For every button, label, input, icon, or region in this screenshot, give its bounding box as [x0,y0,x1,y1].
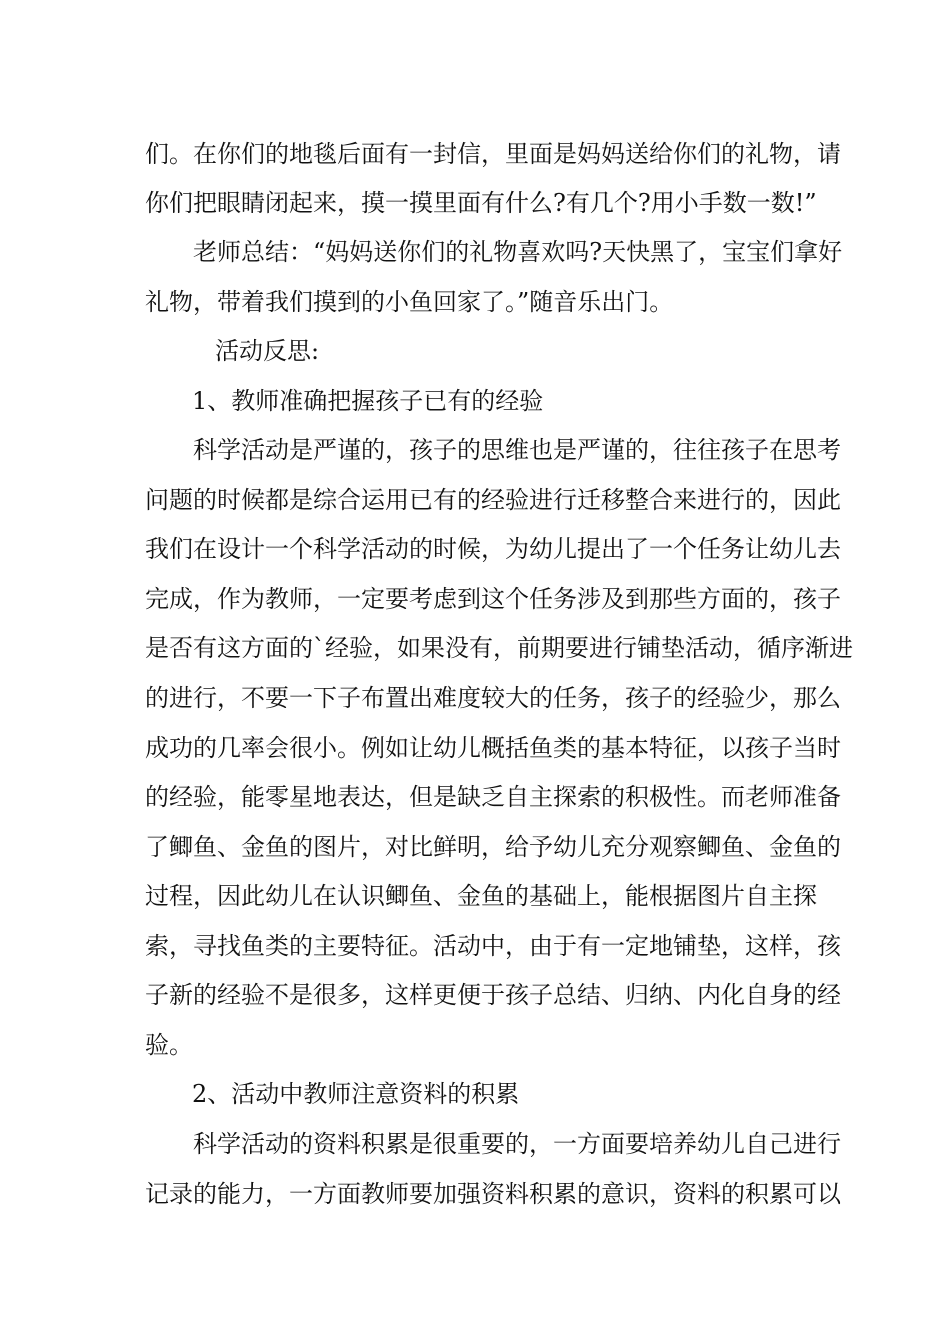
text-line-16: 过程，因此幼儿在认识鲫鱼、金鱼的基础上，能根据图片自主探 [145,882,817,910]
text-line-7: 科学活动是严谨的，孩子的思维也是严谨的，往往孩子在思考 [193,436,841,464]
text-line-1: 们。在你们的地毯后面有一封信，里面是妈妈送给你们的礼物，请 [145,140,841,168]
text-line-13: 成功的几率会很小。例如让幼儿概括鱼类的基本特征，以孩子当时 [145,734,841,762]
text-line-19: 验。 [145,1031,193,1059]
text-line-17: 索，寻找鱼类的主要特征。活动中，由于有一定地铺垫，这样，孩 [145,932,841,960]
text-line-2: 你们把眼睛闭起来，摸一摸里面有什么?有几个?用小手数一数!” [145,189,817,217]
text-line-14: 的经验，能零星地表达，但是缺乏自主探索的积极性。而老师准备 [145,783,841,811]
text-line-18: 子新的经验不是很多，这样更便于孩子总结、归纳、内化自身的经 [145,981,841,1009]
text-line-8: 问题的时候都是综合运用已有的经验进行迁移整合来进行的，因此 [145,486,841,514]
text-line-21: 科学活动的资料积累是很重要的，一方面要培养幼儿自己进行 [193,1130,841,1158]
text-line-22: 记录的能力，一方面教师要加强资料积累的意识，资料的积累可以 [145,1180,841,1208]
subheading-1: 1、教师准确把握孩子已有的经验 [192,387,544,415]
text-line-9: 我们在设计一个科学活动的时候，为幼儿提出了一个任务让幼儿去 [145,535,841,563]
text-line-10: 完成，作为教师，一定要考虑到这个任务涉及到那些方面的，孩子 [145,585,841,613]
text-line-15: 了鲫鱼、金鱼的图片，对比鲜明，给予幼儿充分观察鲫鱼、金鱼的 [145,833,841,861]
text-line-4: 礼物，带着我们摸到的小鱼回家了。”随音乐出门。 [145,288,674,316]
text-line-12: 的进行，不要一下子布置出难度较大的任务，孩子的经验少，那么 [145,684,841,712]
text-line-3: 老师总结：“妈妈送你们的礼物喜欢吗?天快黑了，宝宝们拿好 [193,238,843,266]
section-heading-reflection: 活动反思: [215,337,320,365]
text-line-11: 是否有这方面的`经验，如果没有，前期要进行铺垫活动，循序渐进 [145,634,853,662]
subheading-2: 2、活动中教师注意资料的积累 [192,1080,520,1108]
